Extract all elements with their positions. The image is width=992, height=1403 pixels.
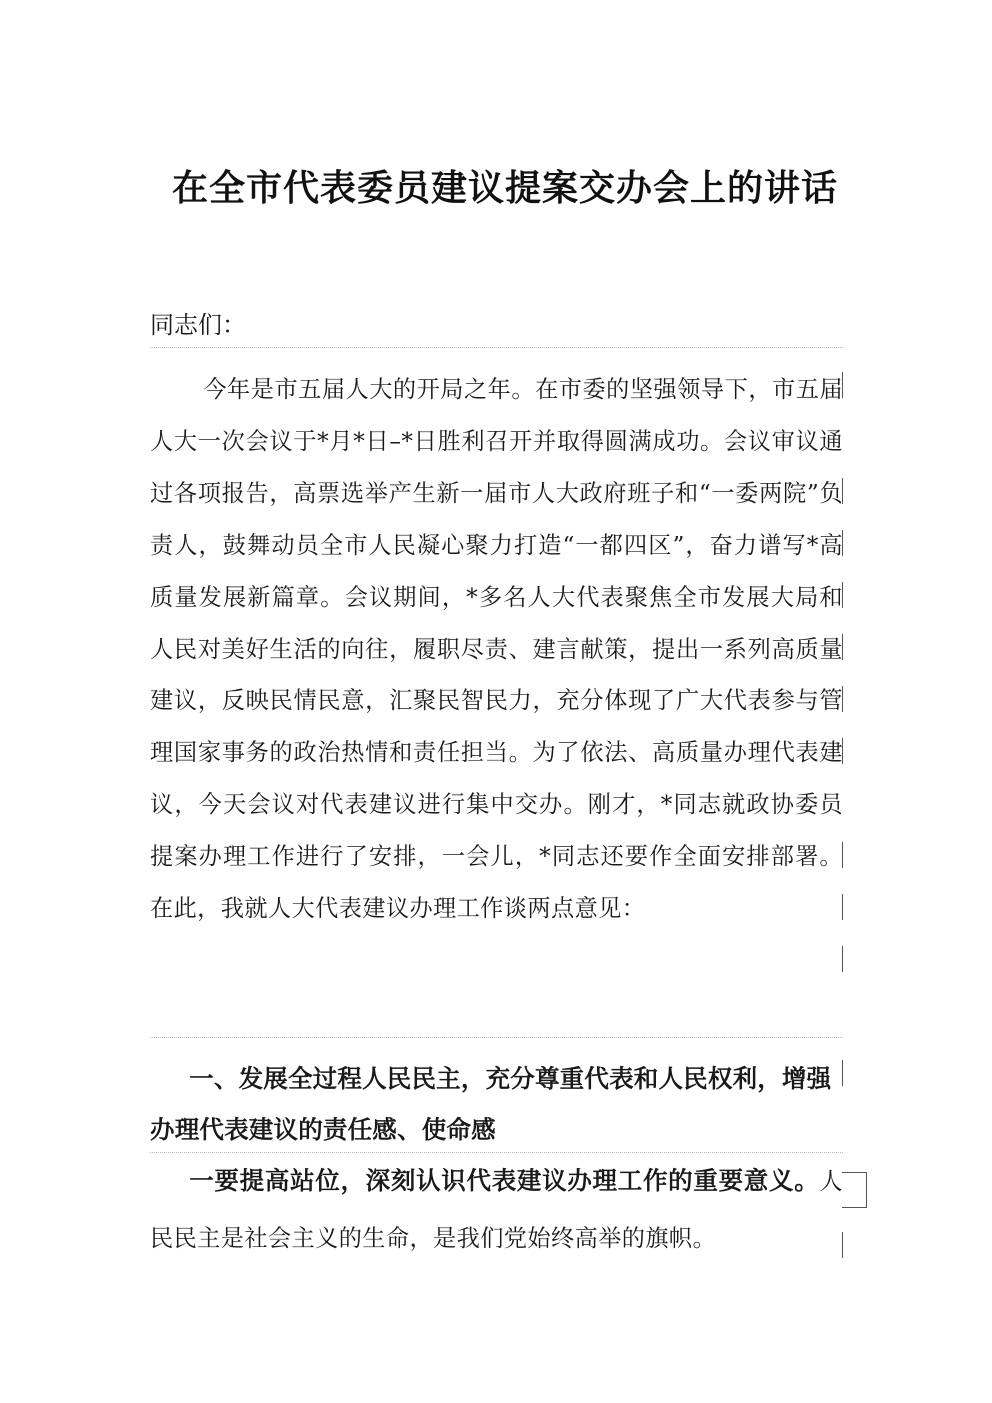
line-end-mark [842,842,843,868]
line-end-mark [842,372,843,398]
paragraph-divider [150,1037,843,1038]
subsection-text: 人民民主是社会主义的生命，是我们党始终高举的旗帜。 [150,1168,843,1252]
paragraph-end-mark [842,1172,867,1208]
document-title: 在全市代表委员建议提案交办会上的讲话 [171,168,838,209]
line-end-mark [842,686,843,712]
line-end-mark [842,738,843,764]
line-end-mark [842,946,843,972]
line-end-mark [842,1232,843,1258]
line-end-mark [842,530,843,556]
section-heading: 一、发展全过程人民民主，充分尊重代表和人民权利，增强办理代表建议的责任感、使命感 [150,1064,832,1144]
line-end-mark [842,634,843,660]
line-end-mark [842,894,843,920]
line-end-mark [842,582,843,608]
opening-paragraph: 今年是市五届人大的开局之年。在市委的坚强领导下，市五届人大一次会议于*月*日–*日胜利召开并取得圆满成功。会议审议通过各项报告，高票选举产生新一届市人大政府班子和“一委两院”负责人，鼓舞动员全市人民凝心聚力打造“一都四区”，奋力谱写*高质量发展新篇章。会议期间，*多名人大代表聚焦全市发展大局和人民对美好生活的向往，履职尽责、建言献策，提出一系列高质量建议，反映民情民意，汇聚民智民力，充分体现了广大代表参与管理国家事务的政治热情和责任担当。为了依法、高质量办理代表建议，今天会议对代表建议进行集中交办。刚才，*同志就政协委员提案办理工作进行了安排，一会儿，*同志还要作全面安排部署。在此，我就人大代表建议办理工作谈两点意见： [150,376,843,923]
salutation: 同志们： [150,311,246,339]
subsection-heading: 一要提高站位，深刻认识代表建议办理工作的重要意义。 [189,1166,820,1195]
line-end-mark [842,478,843,504]
subsection-paragraph [150,1152,843,1267]
paragraph-divider [150,347,843,348]
line-end-mark [842,1060,843,1086]
